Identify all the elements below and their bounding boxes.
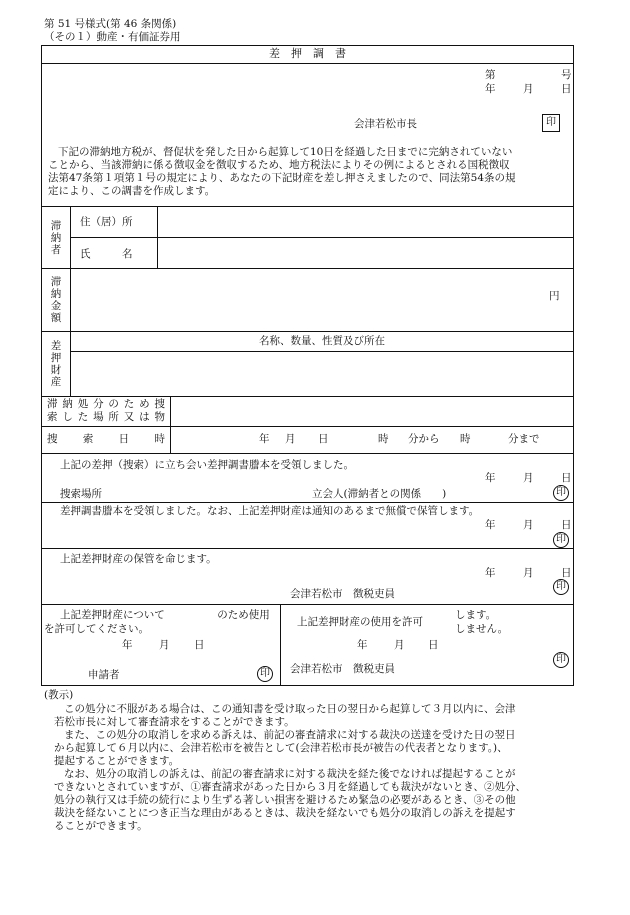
instruction-line: また、この処分の取消しを求める訴えは、前記の審査請求に対する裁決の送達を受けた日の翌日 bbox=[64, 729, 516, 741]
instruction-body bbox=[44, 703, 584, 833]
search-time-label: 捜 索 日 時 bbox=[47, 433, 165, 445]
use-permit-seal: 印 bbox=[553, 652, 569, 668]
instruction-line: 提起することができます。 bbox=[54, 755, 180, 767]
use-permit-officer: 会津若松市 徴税吏員 bbox=[290, 663, 395, 675]
use-permit-day: 日 bbox=[428, 639, 439, 651]
applicant-label: 申請者 bbox=[88, 669, 120, 681]
search-time-year: 年 bbox=[259, 433, 270, 445]
document-title: 差 押 調 書 bbox=[269, 47, 346, 60]
search-label-column-line bbox=[170, 396, 171, 453]
applicant-seal: 印 bbox=[257, 666, 273, 682]
use-request-day: 日 bbox=[194, 639, 205, 651]
use-permit-option-no: しません。 bbox=[455, 623, 509, 635]
search-time-hour: 時 bbox=[378, 433, 389, 445]
instruction-line: 裁決を経ないことにつき正当な理由があるときは、裁決を経ないでも処分の取消しの訴えを提起す bbox=[54, 807, 516, 819]
witness-day: 日 bbox=[561, 472, 572, 484]
intro-line: 法第47条第１項第１号の規定により、あなたの下記財産を差し押さえましたので、同法第54条の規 bbox=[48, 172, 516, 184]
delinquent-divider bbox=[41, 268, 574, 269]
custody-order-year: 年 bbox=[485, 567, 496, 579]
witness-statement: 上記の差押（捜索）に立ち会い差押調書謄本を受領しました。 bbox=[60, 459, 354, 471]
property-header-divider bbox=[70, 351, 574, 352]
use-permit-option-yes: します。 bbox=[455, 609, 497, 621]
search-time-divider bbox=[41, 453, 574, 454]
search-time-from: 分から bbox=[408, 433, 440, 445]
intro-paragraph bbox=[48, 146, 570, 198]
form-subtitle: （その１）動産・有価証券用 bbox=[44, 31, 181, 43]
amount-unit: 円 bbox=[549, 290, 560, 302]
title-divider bbox=[41, 63, 574, 64]
meta-month: 月 bbox=[523, 83, 534, 95]
custody-receipt-day: 日 bbox=[561, 519, 572, 531]
use-column-line bbox=[280, 604, 281, 686]
search-time-until: 分まで bbox=[508, 433, 540, 445]
number-prefix: 第 bbox=[485, 69, 496, 81]
property-header: 名称、数量、性質及び所在 bbox=[259, 335, 385, 347]
instruction-line: 処分の執行又は手続の続行により生ずる著しい損害を避けるため緊急の必要があるとき、③その他 bbox=[54, 794, 516, 806]
custody-receipt-month: 月 bbox=[523, 519, 534, 531]
instruction-line: から起算して６月以内に、会津若松市を被告として(会津若松市長が被告の代表者となります。)、 bbox=[54, 742, 508, 754]
custody-receipt-divider bbox=[41, 548, 574, 549]
search-time-day: 日 bbox=[318, 433, 329, 445]
intro-line: ことから、当該滞納に係る徴収金を徴収するため、地方税法によりその例によるとされる国税徴収 bbox=[48, 159, 510, 171]
search-time-hour2: 時 bbox=[460, 433, 471, 445]
meta-day: 日 bbox=[561, 83, 572, 95]
issuer-name: 会津若松市長 bbox=[354, 118, 417, 130]
address-label: 住（居）所 bbox=[80, 216, 133, 228]
witness-seal: 印 bbox=[553, 485, 569, 501]
property-divider bbox=[41, 396, 574, 397]
meta-year: 年 bbox=[485, 83, 496, 95]
use-request-year: 年 bbox=[122, 639, 133, 651]
use-permit-statement: 上記差押財産の使用を許可 bbox=[297, 616, 423, 628]
intro-line: 下記の滞納地方税が、督促状を発した日から起算して10日を経過した日までに完納されていない bbox=[58, 146, 513, 158]
witness-month: 月 bbox=[523, 472, 534, 484]
delinquent-label: 滞納者 bbox=[50, 220, 62, 256]
instruction-line: ることができます。 bbox=[54, 820, 148, 832]
intro-divider bbox=[41, 206, 574, 207]
custody-order-month: 月 bbox=[523, 567, 534, 579]
custody-order-seal: 印 bbox=[553, 579, 569, 595]
custody-order-statement: 上記差押財産の保管を命じます。 bbox=[60, 553, 217, 565]
name-label: 氏 名 bbox=[80, 248, 133, 260]
instruction-line: できないとされていますが、①審査請求があった日から３月を経過しても裁決がないとき、②処分、 bbox=[54, 781, 526, 793]
amount-divider bbox=[41, 331, 574, 332]
use-request-line1: 上記差押財産について のため使用 bbox=[60, 609, 270, 621]
property-label: 差押財産 bbox=[50, 340, 62, 388]
custody-order-officer: 会津若松市 徴税吏員 bbox=[290, 588, 395, 600]
intro-line: 定により、この調書を作成します。 bbox=[48, 185, 216, 197]
search-place-label-line1: 滞納処分のため捜 bbox=[47, 398, 165, 410]
custody-receipt-seal: 印 bbox=[553, 532, 569, 548]
use-permit-month: 月 bbox=[394, 639, 405, 651]
witness-year: 年 bbox=[485, 472, 496, 484]
number-suffix: 号 bbox=[561, 69, 572, 81]
instruction-heading: (教示) bbox=[44, 689, 74, 701]
form-number: 第 51 号様式(第 46 条関係) bbox=[44, 18, 177, 30]
search-place-field: 捜索場所 bbox=[60, 488, 102, 500]
custody-order-day: 日 bbox=[561, 567, 572, 579]
custody-receipt-year: 年 bbox=[485, 519, 496, 531]
label-column-line bbox=[70, 206, 71, 396]
custody-receipt-statement: 差押調書謄本を受領しました。なお、上記差押財産は通知のあるまで無償で保管します。 bbox=[60, 505, 480, 517]
search-time-month: 月 bbox=[285, 433, 296, 445]
instruction-line: この処分に不服がある場合は、この通知書を受け取った日の翌日から起算して３月以内に、会津 bbox=[64, 703, 516, 715]
issuer-seal: 印 bbox=[542, 114, 560, 132]
use-permit-year: 年 bbox=[357, 639, 368, 651]
search-place-divider bbox=[41, 426, 574, 427]
address-divider bbox=[70, 237, 574, 238]
instruction-line: なお、処分の取消しの訴えは、前記の審査請求に対する裁決を経た後でなければ提起することが bbox=[64, 768, 516, 780]
custody-order-divider bbox=[41, 604, 574, 605]
instruction-line: 若松市長に対して審査請求をすることができます。 bbox=[54, 716, 295, 728]
search-place-label-line2: 索した場所又は物 bbox=[47, 411, 165, 423]
use-request-month: 月 bbox=[159, 639, 170, 651]
witness-divider bbox=[41, 502, 574, 503]
use-request-line2: を許可してください。 bbox=[44, 623, 149, 635]
amount-label: 滞納金額 bbox=[50, 276, 62, 324]
witness-attendee: 立会人(滞納者との関係 ) bbox=[312, 488, 447, 500]
